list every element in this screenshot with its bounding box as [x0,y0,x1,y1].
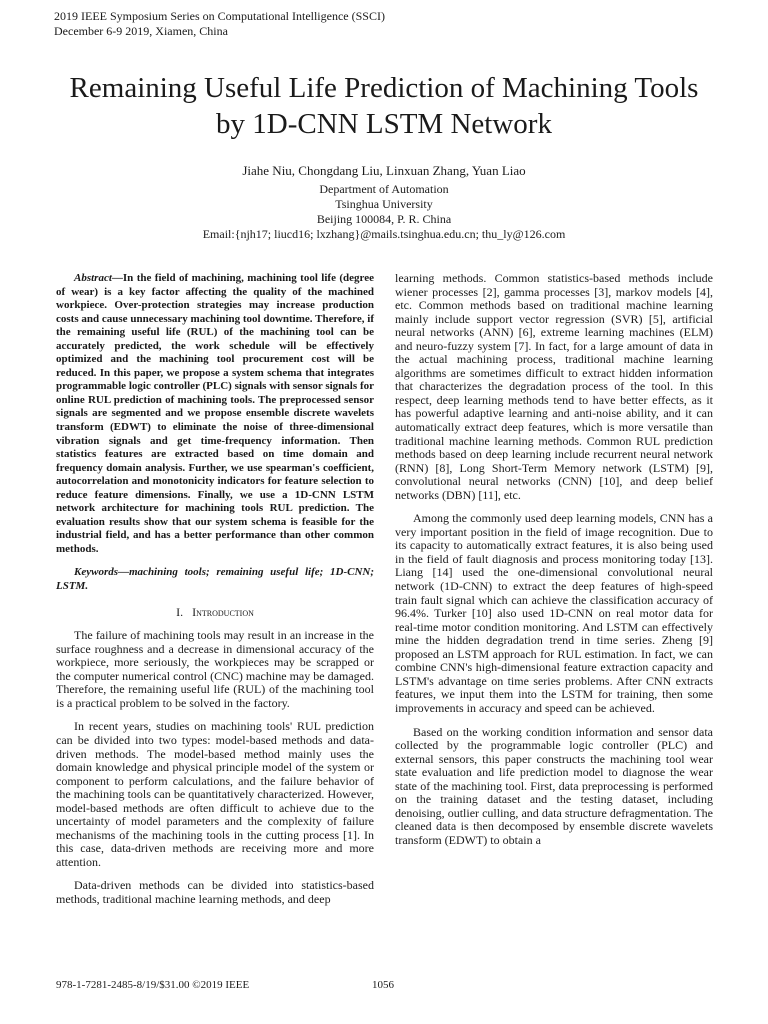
left-column [56,272,374,907]
author-list: Jiahe Niu, Chongdang Liu, Linxuan Zhang, Yuan Liao [242,163,526,178]
section-number: I. [176,604,184,619]
paper-title [30,70,738,142]
paragraph: Based on the working condition information and sensor data collected by the programmable logic controller (PLC) and external sensors, this paper constructs the machining tool wear state evaluation and life prediction model to diagnose the wear state of the machining tool. First, data preprocessing is performed on the training dataset and the testing dataset, including denoising, outlier culling, and data structure defragmentation. The cleaned data is then decomposed by ensemble discrete wavelets transform (EDWT) to obtain a [395,724,713,847]
copyright-notice: 978-1-7281-2485-8/19/$31.00 ©2019 IEEE [56,979,250,991]
abstract [56,272,374,556]
affiliation-block [0,182,768,242]
paper-title-line-1: Remaining Useful Life Prediction of Machining Tools [69,72,699,104]
conference-dates: December 6-9 2019, Xiamen, China [54,24,228,38]
keywords: Keywords—machining tools; remaining useful life; 1D-CNN; LSTM. [56,566,374,593]
abstract-text: —In the field of machining, machining tool life (degree of wear) is a key factor affecting the quality of the machined workpiece. Over-protection strategies may increase production costs and cause unnecessary machining tool downtime. Therefore, if the remaining useful life (RUL) of the machining tool can be accurately predicted, the work schedule will be effectively optimized and the machining tool procurement cost will be reduced. In this paper, we propose a system schema that integrates programmable logic controller (PLC) signals with sensor signals for online RUL prediction of machining tools. The preprocessed sensor signals are segmented and we propose ensemble discrete wavelets transform (EDWT) to eliminate the noise of three-dimensional vibration signals and get time-frequency information. Then statistics features are extracted based on time domain and frequency domain analysis. Further, we use spearman's coefficient, autocorrelation and monotonicity indicators for feature selection to reduce feature dimensions. Finally, we use a 1D-CNN LSTM network architecture for machining tools RUL prediction. The evaluation results show that our system schema is feasible for the industrial field, and has a better performance than other common methods. [56,272,374,555]
affiliation-university: Tsinghua University [335,197,433,211]
affiliation-email: Email:{njh17; liucd16; lxzhang}@mails.tsinghua.edu.cn; thu_ly@126.com [202,227,566,241]
paper-title-line-2: by 1D-CNN LSTM Network [216,108,552,140]
affiliation-city: Beijing 100084, P. R. China [316,212,452,226]
paragraph: Data-driven methods can be divided into statistics-based methods, traditional machine learning methods, and deep [56,878,374,906]
abstract-lead: Abstract [74,272,112,284]
conference-name: 2019 IEEE Symposium Series on Computational Intelligence (SSCI) [54,9,385,23]
section-heading-introduction [56,606,374,620]
conference-header [54,9,385,39]
affiliation-department: Department of Automation [319,182,449,196]
page-number: 1056 [372,979,394,991]
section-title: Introduction [192,604,254,619]
paragraph: Among the commonly used deep learning models, CNN has a very important position in the field of image recognition. Due to its capacity to automatically extract features, it is also being used in the field of fault diagnosis and process monitoring today [13]. Liang [14] used the one-dimensional convolutional neural network (1D-CNN) to extract the deep features of high-speed train fault signal which can achieve the classification accuracy of 96.4%. Turker [10] also used 1D-CNN on real motor data for real-time motor condition monitoring. And LSTM can effectively mine the hidden degradation trend in time series. Zheng [9] proposed an LSTM approach for RUL estimation. In fact, we can combine CNN's high-dimensional feature extraction capacity and LSTM's advantage on time series problems. After CNN extracts features, we input them into the LSTM for training, then some improvements in accuracy and speed can be achieved. [395,511,713,715]
paragraph: learning methods. Common statistics-based methods include wiener processes [2], gamma processes [3], markov models [4], etc. Common methods based on traditional machine learning mainly include support vector regression (SVR) [5], artificial neural networks (ANN) [6], extreme learning machines (ELM) and neuro-fuzzy system [7]. In fact, for a large amount of data in the actual machining process, traditional machine learning algorithms are sometimes difficult to extract hidden information that characterizes the degradation process of the tool. In this respect, deep learning methods tend to have better effects, as it has powerful adaptive learning and anti-noise ability, and it can automatically extract deep features, which is more versatile than traditional machine learning methods. Common RUL prediction methods based on deep learning include recurrent neural network (RNN) [8], Long Short-Term Memory network (LSTM) [9], convolutional neural networks (CNN) [10], and deep belief networks (DBN) [11], etc. [395,271,713,502]
right-column [395,272,713,847]
paragraph: The failure of machining tools may result in an increase in the surface roughness and a decrease in dimensional accuracy of the workpiece, more seriously, the workpieces may be scrapped or the computer numerical control (CNC) machine may be damaged. Therefore, the remaining useful life (RUL) of the machining tool is a practical problem to be solved in the factory. [56,628,374,710]
paragraph: In recent years, studies on machining tools' RUL prediction can be divided into two types: model-based methods and data-driven methods. The model-based method mainly uses the domain knowledge and physical principle model of the system or component to perform calculations, and the failure behavior of the machining tools can be quantitatively characterized. However, model-based methods are often difficult to achieve due to the uncertainty of model parameters and the complexity of failure mechanisms of the machining tools in the cutting process [1]. In this case, data-driven methods are receiving more and more attention. [56,719,374,869]
